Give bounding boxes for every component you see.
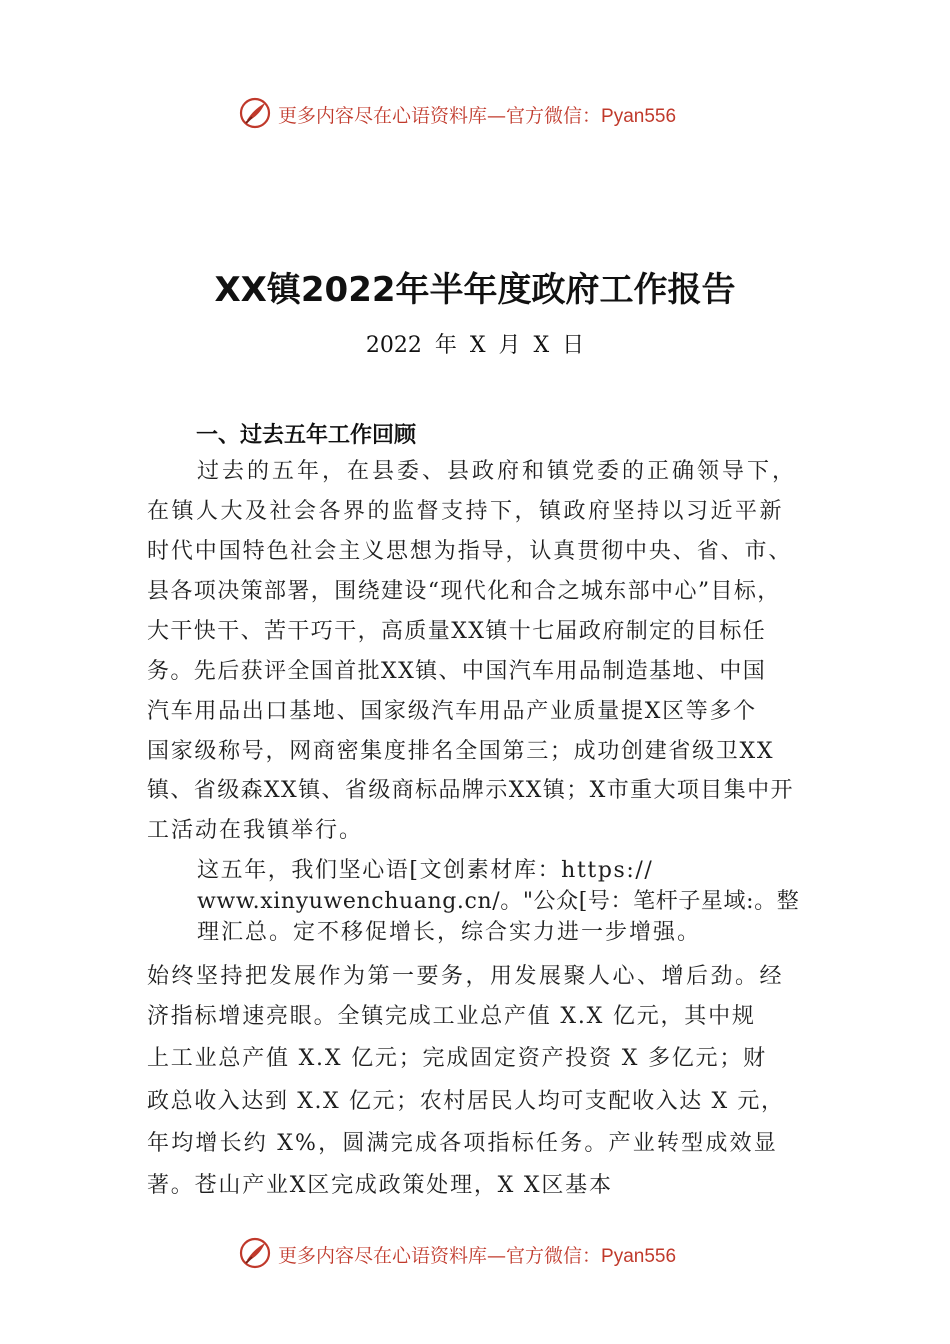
document-date: 2022 年 X 月 X 日 xyxy=(365,333,585,358)
paragraph-line: 理汇总。定不移促增长，综合实力进一步增强。 xyxy=(197,920,702,945)
quill-pen-logo-icon xyxy=(238,1236,272,1270)
wechat-account: Pyan556 xyxy=(601,106,677,127)
paragraph-line: 工活动在我镇举行。 xyxy=(147,818,364,843)
paragraph-line: 上工业总产值 X.X 亿元；完成固定资产投资 X 多亿元；财 xyxy=(147,1046,767,1071)
paragraph-line: 国家级称号，网商密集度排名全国第三；成功创建省级卫XX xyxy=(147,739,775,764)
paragraph-line: www.xinyuwenchuang.cn/。"公众[号：笔杆子星域:。整 xyxy=(197,889,800,914)
paragraph-line: 政总收入达到 X.X 亿元；农村居民人均可支配收入达 X 元， xyxy=(147,1089,785,1114)
banner-text: 更多内容尽在心语资料库—官方微信：Pyan556 xyxy=(278,1245,677,1267)
paragraph-line: 大干快干、苦干巧干，高质量XX镇十七届政府制定的目标任 xyxy=(147,619,767,644)
paragraph-line: 过去的五年，在县委、县政府和镇党委的正确领导下， xyxy=(197,459,798,484)
paragraph-line: 时代中国特色社会主义思想为指导，认真贯彻中央、省、市、 xyxy=(147,539,793,564)
paragraph-line: 镇、省级森XX镇、省级商标品牌示XX镇；X市重大项目集中开 xyxy=(147,778,794,803)
section-heading: 一、过去五年工作回顾 xyxy=(196,423,417,448)
wechat-account: Pyan556 xyxy=(601,1246,677,1267)
paragraph-line: 著。苍山产业X区完成政策处理，X X区基本 xyxy=(147,1173,613,1198)
paragraph-line: 在镇人大及社会各界的监督支持下，镇政府坚持以习近平新 xyxy=(147,499,785,524)
paragraph-line: 始终坚持把发展作为第一要务，用发展聚人心、增后劲。经 xyxy=(147,964,785,989)
paragraph-line: 这五年，我们坚心语[文创素材库：https:// xyxy=(197,858,654,883)
paragraph-line: 汽车用品出口基地、国家级汽车用品产业质量提X区等多个 xyxy=(147,699,757,724)
paragraph-line: 年均增长约 X%，圆满完成各项指标任务。产业转型成效显 xyxy=(147,1131,778,1156)
paragraph-line: 务。先后获评全国首批XX镇、中国汽车用品制造基地、中国 xyxy=(147,659,767,684)
document-title: XX镇2022年半年度政府工作报告 xyxy=(214,270,736,310)
header-banner xyxy=(0,94,950,134)
paragraph-line: 济指标增速亮眼。全镇完成工业总产值 X.X 亿元，其中规 xyxy=(147,1004,756,1029)
banner-text: 更多内容尽在心语资料库—官方微信：Pyan556 xyxy=(278,105,677,127)
footer-banner xyxy=(0,1234,950,1274)
paragraph-line: 县各项决策部署，围绕建设“现代化和合之城东部中心”目标， xyxy=(147,579,781,604)
quill-pen-logo-icon xyxy=(238,96,272,130)
